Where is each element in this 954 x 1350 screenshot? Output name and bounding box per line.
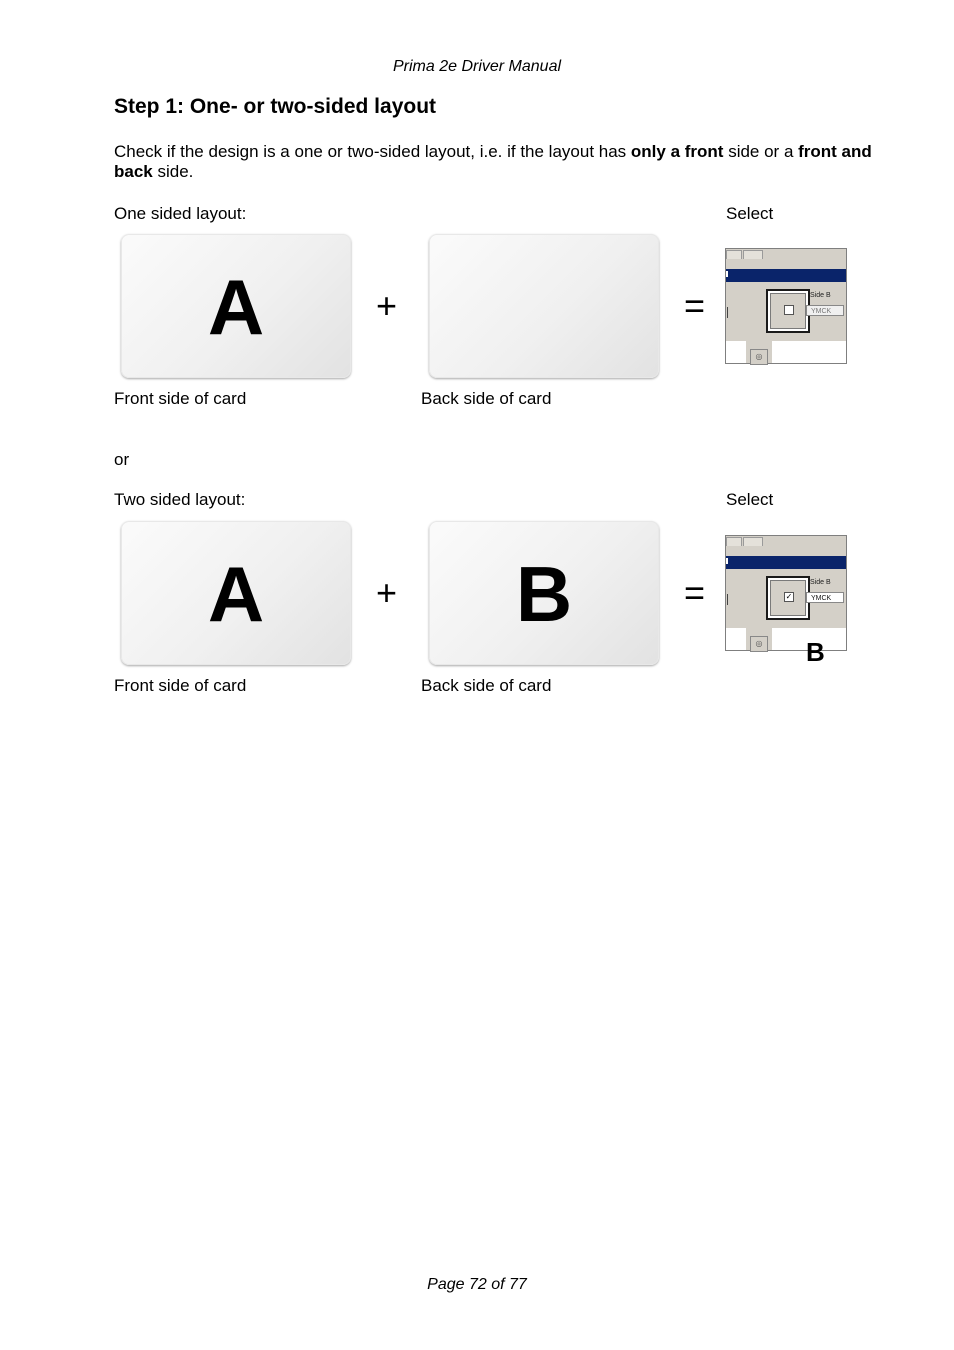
side-b-label: Side B (810, 579, 831, 586)
back-card-letter: B (515, 550, 573, 638)
intro-text: Check if the design is a one or two-sided layout, i.e. if the layout has (114, 142, 631, 161)
front-card-letter: A (207, 550, 265, 638)
page-header: Prima 2e Driver Manual (392, 58, 562, 75)
back-caption: Back side of card (421, 389, 552, 408)
front-card (121, 521, 351, 665)
two-sided-label: Two sided layout: (114, 490, 246, 509)
screenshot-title-bar (726, 556, 846, 569)
side-b-checkbox[interactable]: ✓ (785, 592, 793, 601)
or-text: or (114, 450, 130, 469)
screenshot-tab (743, 250, 763, 259)
intro-paragraph (114, 142, 874, 182)
highlight-box (766, 289, 810, 333)
screenshot-button[interactable]: ◎ (750, 636, 768, 652)
front-card-letter: A (207, 263, 265, 351)
driver-screenshot-two-sided (725, 535, 847, 667)
intro-text: side or a (723, 142, 799, 161)
back-caption: Back side of card (421, 676, 552, 695)
equals-sign: = (684, 285, 706, 326)
equals-sign: = (684, 572, 706, 613)
side-b-label: Side B (810, 292, 831, 299)
back-card (429, 234, 659, 378)
plus-sign: + (376, 285, 398, 326)
page-footer: Page 72 of 77 (427, 1276, 527, 1293)
screenshot-divider (727, 594, 728, 605)
front-caption: Front side of card (114, 676, 247, 695)
one-sided-label: One sided layout: (114, 204, 247, 223)
ribbon-field[interactable]: YMCK (806, 592, 844, 603)
highlight-box (766, 576, 810, 620)
intro-bold-front-back: front and back (114, 142, 872, 181)
intro-text: side. (152, 162, 194, 181)
section-title: Step 1: One- or two-sided layout (114, 95, 437, 118)
screenshot-tab (726, 250, 742, 259)
screenshot-divider (727, 307, 728, 318)
screenshot-notch (726, 271, 728, 277)
driver-screenshot-one-sided (725, 248, 847, 364)
screenshot-title-bar (726, 269, 846, 282)
intro-bold-front: only a front (630, 142, 724, 161)
screenshot-panel (726, 341, 746, 363)
screenshot-card-preview (772, 341, 846, 363)
screenshot-tab (743, 537, 763, 546)
ribbon-field[interactable]: YMCK (806, 305, 844, 316)
screenshot-card-letter: B (806, 637, 825, 667)
screenshot-notch (726, 558, 728, 564)
front-caption: Front side of card (114, 389, 247, 408)
screenshot-panel (726, 628, 746, 650)
two-sided-select-label: Select (726, 490, 774, 509)
screenshot-tab (726, 537, 742, 546)
one-sided-select-label: Select (726, 204, 774, 223)
screenshot-button[interactable]: ◎ (750, 349, 768, 365)
front-card (121, 234, 351, 378)
plus-sign: + (376, 572, 398, 613)
back-card (429, 521, 659, 665)
side-b-checkbox[interactable] (784, 305, 794, 315)
